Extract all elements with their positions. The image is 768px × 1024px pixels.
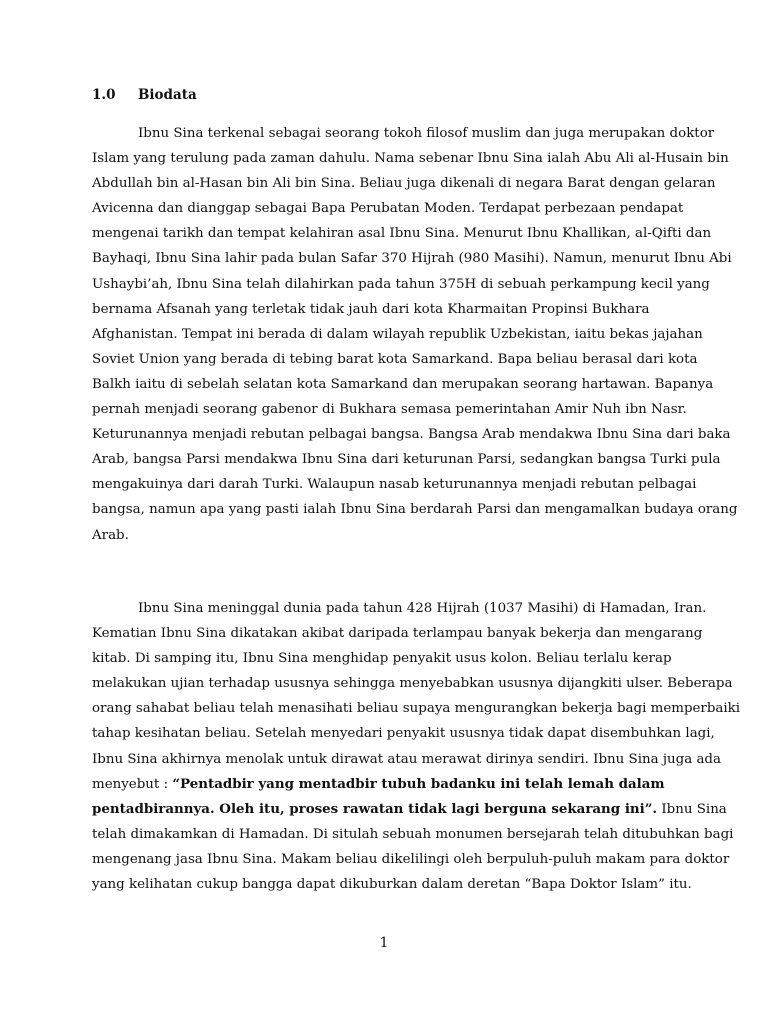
paragraph-line: melakukan ujian terhadap ususnya sehingga menyebabkan ususnya dijangkiti ulser. Beberapa xyxy=(92,676,733,692)
quote-prefix: menyebut : xyxy=(92,776,173,792)
paragraph-line: yang kelihatan cukup bangga dapat dikuburkan dalam deretan “Bapa Doktor Islam” itu. xyxy=(92,877,692,893)
section-number: 1.0 xyxy=(92,87,116,103)
paragraph-line: mengenai tarikh dan tempat kelahiran asal Ibnu Sina. Menurut Ibnu Khallikan, al-Qifti dan xyxy=(92,226,712,242)
paragraph-line: Afghanistan. Tempat ini berada di dalam wilayah republik Uzbekistan, iaitu bekas jajahan xyxy=(92,326,703,342)
paragraph-line: bernama Afsanah yang terletak tidak jauh dari kota Kharmaitan Propinsi Bukhara xyxy=(92,301,650,317)
paragraph-line: mengakuinya dari darah Turki. Walaupun nasab keturunannya menjadi rebutan pelbagai xyxy=(92,477,697,493)
quote-line xyxy=(92,797,727,822)
section-heading xyxy=(92,86,197,104)
quote-text-bold: pentadbirannya. Oleh itu, proses rawatan tidak lagi berguna sekarang ini”. xyxy=(92,800,658,817)
paragraph-line: Arab. xyxy=(92,527,129,543)
paragraph-line: Keturunannya menjadi rebutan pelbagai bangsa. Bangsa Arab mendakwa Ibnu Sina dari baka xyxy=(92,427,731,443)
paragraph-line: Kematian Ibnu Sina dikatakan akibat daripada terlampau banyak bekerja dan mengarang xyxy=(92,626,703,642)
paragraph-line: Ushaybi’ah, Ibnu Sina telah dilahirkan pada tahun 375H di sebuah perkampung kecil yang xyxy=(92,276,710,292)
quote-text-bold: “Pentadbir yang mentadbir tubuh badanku ini telah lemah dalam xyxy=(172,775,665,792)
paragraph-death xyxy=(92,596,741,897)
quote-suffix: Ibnu Sina xyxy=(657,801,727,817)
paragraph-line: tahap kesihatan beliau. Setelah menyedari penyakit ususnya tidak dapat disembuhkan lagi, xyxy=(92,726,715,742)
paragraph-line: Balkh iaitu di sebelah selatan kota Samarkand dan merupakan seorang hartawan. Bapanya xyxy=(92,376,714,392)
page-number: 1 xyxy=(379,935,389,951)
paragraph-line: Arab, bangsa Parsi mendakwa Ibnu Sina dari keturunan Parsi, sedangkan bangsa Turki pula xyxy=(92,452,721,468)
paragraph-line: Ibnu Sina meninggal dunia pada tahun 428 Hijrah (1037 Masihi) di Hamadan, Iran. xyxy=(138,601,707,616)
paragraph-line: bangsa, namun apa yang pasti ialah Ibnu Sina berdarah Parsi dan mengamalkan budaya orang xyxy=(92,502,738,518)
paragraph-line: orang sahabat beliau telah menasihati beliau supaya mengurangkan bekerja bagi memperbaiki xyxy=(92,701,741,717)
paragraph-line: mengenang jasa Ibnu Sina. Makam beliau dikelilingi oleh berpuluh-puluh makam para doktor xyxy=(92,851,730,867)
paragraph-line: kitab. Di samping itu, Ibnu Sina menghidap penyakit usus kolon. Beliau terlalu kerap xyxy=(92,651,672,667)
paragraph-line: Ibnu Sina terkenal sebagai seorang tokoh filosof muslim dan juga merupakan doktor xyxy=(138,126,715,141)
paragraph-line: Abdullah bin al-Hasan bin Ali bin Sina. Beliau juga dikenali di negara Barat dengan gelaran xyxy=(92,176,716,192)
paragraph-line: pernah menjadi seorang gabenor di Bukhara semasa pemerintahan Amir Nuh ibn Nasr. xyxy=(92,402,687,418)
paragraph-line: Ibnu Sina akhirnya menolak untuk dirawat atau merawat dirinya sendiri. Ibnu Sina juga ada xyxy=(92,751,721,767)
paragraph-line: telah dimakamkan di Hamadan. Di situlah sebuah monumen bersejarah telah ditubuhkan bagi xyxy=(92,826,734,842)
quote-line xyxy=(92,772,682,797)
paragraph-line: Bayhaqi, Ibnu Sina lahir pada bulan Safar 370 Hijrah (980 Masihi). Namun, menurut Ibnu Abi xyxy=(92,251,732,267)
paragraph-line: Avicenna dan dianggap sebagai Bapa Perubatan Moden. Terdapat perbezaan pendapat xyxy=(92,201,684,217)
section-title: Biodata xyxy=(138,87,197,103)
paragraph-line: Islam yang terulung pada zaman dahulu. Nama sebenar Ibnu Sina ialah Abu Ali al-Husain bin xyxy=(92,151,729,167)
paragraph-line: Soviet Union yang berada di tebing barat kota Samarkand. Bapa beliau berasal dari kota xyxy=(92,351,698,367)
paragraph-birth xyxy=(92,121,738,548)
